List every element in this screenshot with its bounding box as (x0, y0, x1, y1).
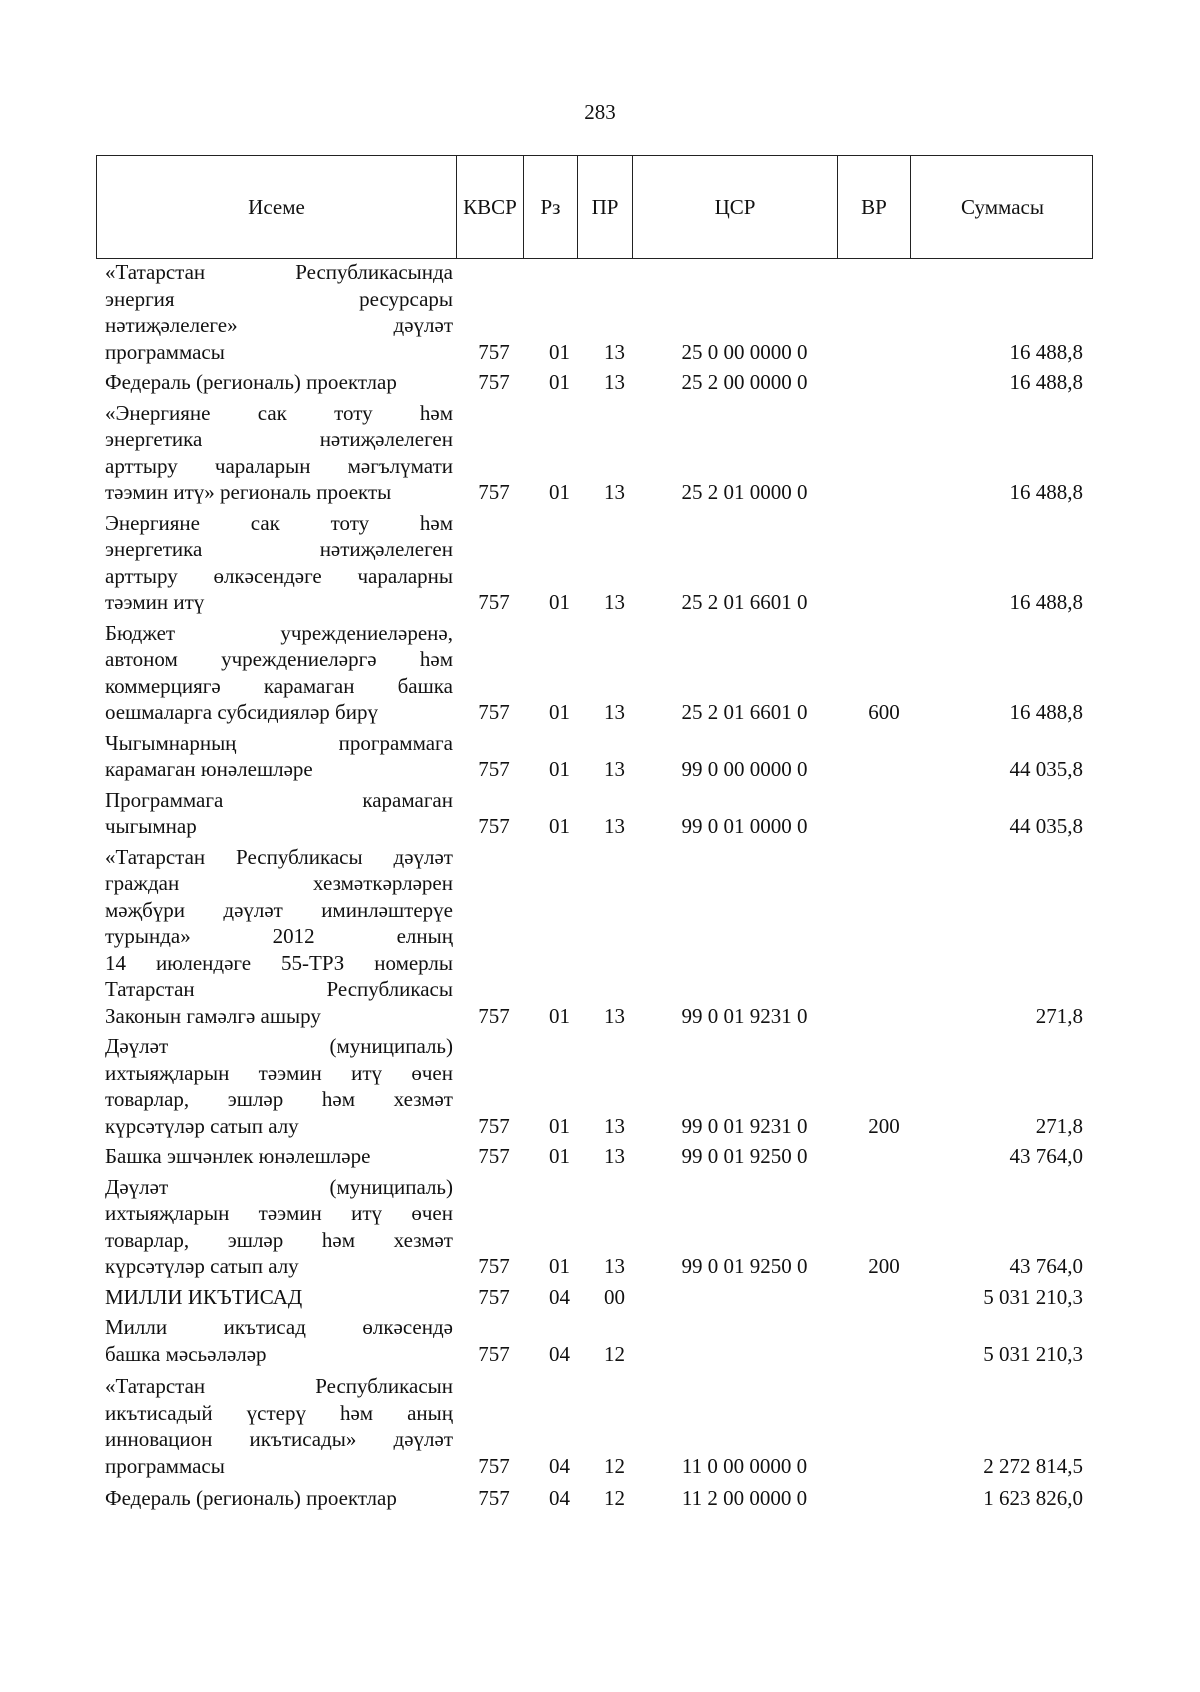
row-name (96, 1314, 453, 1367)
header-sum: Суммасы (961, 194, 1044, 219)
table-body (96, 259, 1093, 1516)
row-name-line: тәэмин итү» региональ проекты (105, 480, 392, 504)
row-csr: 25 2 00 0000 0 (681, 370, 808, 394)
row-name-line: энергетика нәтиҗәлелеген (105, 537, 453, 561)
row-name-line: Энергияне сак тоту һәм (105, 510, 453, 535)
row-pr: 13 (604, 1113, 625, 1138)
row-pr: 00 (604, 1284, 625, 1309)
row-kvsr: 757 (478, 1003, 510, 1028)
row-rz: 04 (549, 1341, 570, 1366)
table-row (96, 1033, 1093, 1139)
row-rz: 01 (549, 339, 570, 364)
row-name (96, 730, 453, 783)
row-name (96, 1373, 453, 1479)
row-rz: 04 (549, 1284, 570, 1309)
row-name-line: арттыру өлкәсендәге чараларны (105, 563, 453, 588)
row-sum: 16 488,8 (1009, 480, 1083, 504)
row-sum: 5 031 210,3 (983, 1284, 1083, 1309)
row-name-line: Программага карамаган (105, 787, 453, 812)
row-name-line: мәҗбүри дәүләт иминләштерүе (105, 897, 453, 922)
row-name-line: коммерциягә карамаган башка (105, 673, 453, 698)
row-name-line: «Энергияне сак тоту һәм (105, 400, 453, 425)
row-kvsr: 757 (478, 1144, 510, 1168)
row-sum: 2 272 814,5 (983, 1453, 1083, 1478)
row-name-line: карамаган юнәлешләре (105, 757, 313, 781)
row-sum: 16 488,8 (1009, 590, 1083, 614)
row-sum: 271,8 (1035, 1113, 1083, 1138)
row-name-line: МИЛЛИ ИКЪТИСАД (105, 1284, 303, 1309)
row-name-line: товарлар, эшләр һәм хезмәт (105, 1227, 453, 1252)
row-csr: 99 0 01 9231 0 (681, 1113, 808, 1138)
row-name-line: чыгымнар (105, 814, 197, 838)
row-kvsr: 757 (478, 480, 510, 504)
row-pr: 13 (604, 757, 625, 781)
row-name (96, 844, 453, 1030)
row-kvsr: 757 (478, 700, 510, 724)
row-csr: 25 2 01 0000 0 (681, 480, 808, 504)
row-name-line: күрсәтүләр сатып алу (105, 1254, 299, 1278)
row-sum: 44 035,8 (1009, 757, 1083, 781)
table-row (96, 1373, 1093, 1479)
header-kvsr: КВСР (457, 156, 524, 258)
row-csr: 99 0 00 0000 0 (681, 757, 808, 781)
row-rz: 01 (549, 1254, 570, 1278)
row-name-line: Законын гамәлгә ашыру (105, 1003, 321, 1028)
row-name-line: энергия ресурсары (105, 286, 453, 311)
row-name-line: Башка эшчәнлек юнәлешләре (105, 1144, 371, 1168)
row-kvsr: 757 (478, 1453, 510, 1478)
row-name-line: Федераль (региональ) проектлар (105, 370, 397, 394)
header-csr: ЦСР (633, 156, 838, 258)
row-rz: 01 (549, 480, 570, 504)
row-kvsr: 757 (478, 590, 510, 614)
row-name-line: Дәүләт (муниципаль) (105, 1034, 453, 1058)
row-name (96, 1174, 453, 1280)
table-row (96, 1174, 1093, 1280)
row-pr: 12 (604, 1453, 625, 1478)
row-rz: 01 (549, 590, 570, 614)
row-rz: 04 (549, 1453, 570, 1478)
row-rz: 01 (549, 700, 570, 724)
row-name-line: программасы (105, 339, 225, 364)
row-name (96, 1143, 453, 1170)
row-name-line: Бюджет учреждениеләренә, (105, 620, 453, 645)
row-name-line: инновацион икътисады» дәүләт (105, 1427, 453, 1451)
row-vr: 600 (868, 700, 900, 724)
row-sum: 16 488,8 (1009, 700, 1083, 724)
row-name-line: 14 июлендәге 55-ТРЗ номерлы (105, 950, 453, 975)
row-name-line: Милли икътисад өлкәсендә (105, 1315, 453, 1339)
row-name-line: Чыгымнарның программага (105, 730, 453, 755)
row-kvsr: 757 (478, 1284, 510, 1309)
row-rz: 01 (549, 1003, 570, 1028)
row-csr: 99 0 01 0000 0 (681, 814, 808, 838)
row-csr: 25 2 01 6601 0 (681, 700, 808, 724)
row-pr: 13 (604, 339, 625, 364)
row-pr: 13 (604, 1254, 625, 1278)
row-sum: 16 488,8 (1009, 370, 1083, 394)
row-name-line: «Татарстан Республикасы дәүләт (105, 844, 453, 869)
row-pr: 13 (604, 590, 625, 614)
row-vr: 200 (868, 1113, 900, 1138)
row-pr: 13 (604, 370, 625, 394)
row-name-line: башка мәсьәләләр (105, 1341, 267, 1366)
row-kvsr: 757 (478, 757, 510, 781)
table-row (96, 1143, 1093, 1170)
row-pr: 13 (604, 700, 625, 724)
row-rz: 01 (549, 757, 570, 781)
row-name-line: ихтыяҗларын тәэмин итү өчен (105, 1060, 453, 1085)
row-rz: 01 (549, 370, 570, 394)
row-sum: 16 488,8 (1009, 339, 1083, 364)
row-name (96, 1485, 453, 1512)
row-rz: 01 (549, 1113, 570, 1138)
row-kvsr: 757 (478, 814, 510, 838)
row-name-line: оешмаларга субсидияләр бирү (105, 700, 378, 724)
row-name-line: арттыру чараларын мәгълүмати (105, 453, 453, 478)
table-row (96, 620, 1093, 726)
row-name (96, 510, 453, 616)
row-name-line: граждан хезмәткәрләрен (105, 871, 453, 895)
row-kvsr: 757 (478, 1254, 510, 1278)
header-rz: Рз (524, 156, 578, 258)
table-row (96, 787, 1093, 840)
row-name (96, 620, 453, 726)
row-name (96, 1284, 453, 1311)
row-sum: 44 035,8 (1009, 814, 1083, 838)
row-pr: 13 (604, 814, 625, 838)
row-name-line: программасы (105, 1453, 225, 1478)
row-name-line: ихтыяҗларын тәэмин итү өчен (105, 1201, 453, 1225)
header-pr: ПР (578, 156, 633, 258)
row-name-line: товарлар, эшләр һәм хезмәт (105, 1087, 453, 1111)
row-kvsr: 757 (478, 1113, 510, 1138)
page-number: 283 (584, 100, 616, 124)
table-row (96, 730, 1093, 783)
row-name-line: күрсәтүләр сатып алу (105, 1113, 299, 1138)
row-pr: 13 (604, 1144, 625, 1168)
row-name-line: «Татарстан Республикасын (105, 1374, 453, 1398)
table-row (96, 259, 1093, 365)
row-csr: 11 2 00 0000 0 (681, 1486, 808, 1510)
row-name (96, 369, 453, 396)
row-name (96, 1033, 453, 1139)
row-kvsr: 757 (478, 339, 510, 364)
table-header (96, 155, 1093, 259)
row-csr: 99 0 01 9231 0 (681, 1003, 808, 1028)
row-kvsr: 757 (478, 1341, 510, 1366)
row-name (96, 787, 453, 840)
row-pr: 12 (604, 1341, 625, 1366)
row-name-line: турында» 2012 елның (105, 924, 453, 948)
row-csr: 99 0 01 9250 0 (681, 1254, 808, 1278)
header-vr: ВР (838, 156, 911, 258)
row-name-line: автоном учреждениеләргә һәм (105, 647, 453, 671)
row-csr: 11 0 00 0000 0 (681, 1453, 808, 1478)
table-row (96, 400, 1093, 506)
row-vr: 200 (868, 1254, 900, 1278)
header-name: Исеме (97, 156, 457, 258)
row-rz: 04 (549, 1486, 570, 1510)
row-sum: 43 764,0 (1009, 1254, 1083, 1278)
row-name-line: тәэмин итү (105, 590, 205, 614)
row-name-line: Федераль (региональ) проектлар (105, 1486, 397, 1510)
table-row (96, 510, 1093, 616)
row-pr: 13 (604, 480, 625, 504)
row-name-line: икътисадый үстерү һәм аның (105, 1400, 453, 1425)
table-row (96, 1485, 1093, 1512)
table-row (96, 844, 1093, 1030)
table-row (96, 369, 1093, 396)
row-pr: 13 (604, 1003, 625, 1028)
row-name (96, 400, 453, 506)
table-row (96, 1284, 1093, 1311)
row-csr: 25 2 01 6601 0 (681, 590, 808, 614)
row-name-line: энергетика нәтиҗәлелеген (105, 427, 453, 451)
row-sum: 5 031 210,3 (983, 1341, 1083, 1366)
table-row (96, 1314, 1093, 1367)
row-name-line: нәтиҗәлелеге» дәүләт (105, 313, 453, 337)
row-sum: 271,8 (1035, 1003, 1083, 1028)
row-name (96, 259, 453, 365)
row-sum: 43 764,0 (1009, 1144, 1083, 1168)
row-pr: 12 (604, 1486, 625, 1510)
row-sum: 1 623 826,0 (983, 1486, 1083, 1510)
row-csr: 25 0 00 0000 0 (681, 339, 808, 364)
row-name-line: Дәүләт (муниципаль) (105, 1174, 453, 1199)
row-kvsr: 757 (478, 370, 510, 394)
row-rz: 01 (549, 814, 570, 838)
row-csr: 99 0 01 9250 0 (681, 1144, 808, 1168)
row-name-line: «Татарстан Республикасында (105, 260, 453, 284)
row-name-line: Татарстан Республикасы (105, 977, 453, 1001)
row-rz: 01 (549, 1144, 570, 1168)
row-kvsr: 757 (478, 1486, 510, 1510)
